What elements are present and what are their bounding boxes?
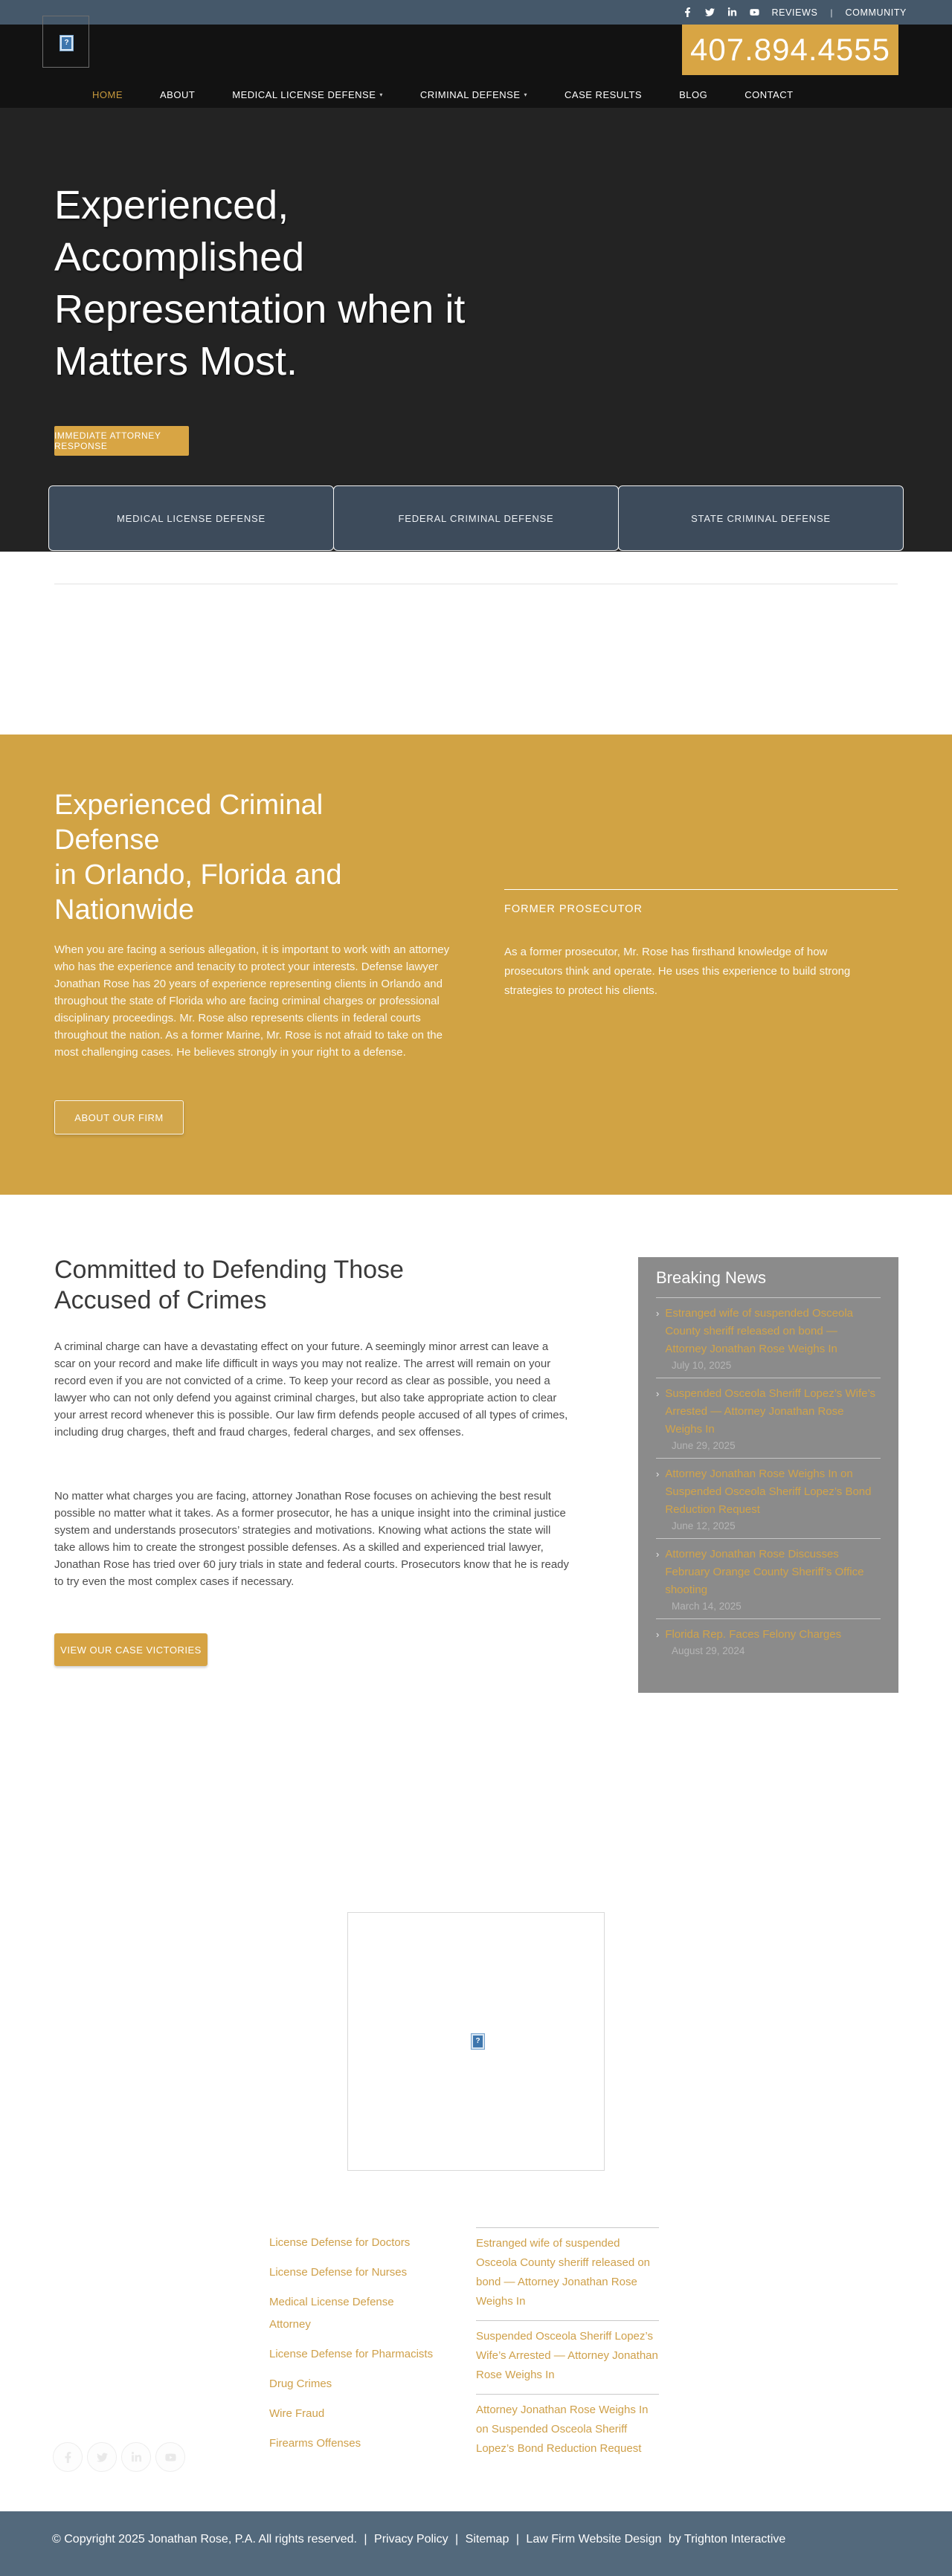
linkedin-icon[interactable] xyxy=(727,7,737,17)
main-nav xyxy=(92,82,794,108)
news-date: March 14, 2025 xyxy=(672,1601,742,1612)
sitemap-link[interactable]: Sitemap xyxy=(465,2533,509,2546)
news-link[interactable]: › Attorney Jonathan Rose Weighs In on Suspended Osceola Sheriff Lopez’s Bond Reduction Request xyxy=(656,1465,881,1519)
news-date: August 29, 2024 xyxy=(672,1645,745,1656)
chevron-down-icon: ▾ xyxy=(379,91,383,98)
twitter-icon[interactable] xyxy=(87,2442,117,2472)
footer-recent-posts xyxy=(476,2227,659,2467)
service-boxes xyxy=(48,485,904,551)
news-item xyxy=(656,1378,881,1458)
footer-social-links xyxy=(53,2442,185,2472)
news-link[interactable]: › Florida Rep. Faces Felony Charges xyxy=(656,1626,881,1644)
news-item xyxy=(656,1618,881,1663)
site-logo[interactable] xyxy=(42,16,89,68)
news-date: June 29, 2025 xyxy=(672,1440,736,1451)
former-prosecutor-paragraph: As a former prosecutor, Mr. Rose has firsthand knowledge of how prosecutors think and operate. He uses this experience to build strong strategies to protect his clients. xyxy=(504,946,851,997)
news-link[interactable]: › Suspended Osceola Sheriff Lopez’s Wife’s Arrested — Attorney Jonathan Rose Weighs In xyxy=(656,1385,881,1439)
nav-case-results[interactable]: CASE RESULTS xyxy=(565,89,643,100)
chevron-down-icon: ▾ xyxy=(524,91,528,98)
news-date: July 10, 2025 xyxy=(672,1360,732,1371)
breaking-news-title: Breaking News xyxy=(656,1268,766,1287)
broken-image-icon: ? xyxy=(472,2034,484,2049)
broken-image-icon: ? xyxy=(60,36,73,51)
committed-paragraph-1: A criminal charge can have a devastating effect on your future. A seemingly minor arrest can leave a scar on your record and make life difficult in ways you may not realize. The arrest will remain on your record even if you are not convicted of a crime. To keep your record as clear as possible, you need a lawyer who can not only defend you against criminal charges, but also take appropriate action to clear your arrest record whenever this is possible. Our law firm defends people accused of all types of crimes, including drug charges, theft and fraud charges, federal charges, and sex offenses. xyxy=(54,1340,568,1439)
nav-home[interactable]: HOME xyxy=(92,89,123,100)
copyright-text: © Copyright 2025 Jonathan Rose, P.A. All rights reserved. | Privacy Policy | Sitemap | Law Firm Website Design by Trighton Interactive xyxy=(52,2533,786,2546)
news-date: June 12, 2025 xyxy=(672,1520,736,1531)
former-prosecutor-heading: FORMER PROSECUTOR xyxy=(504,903,643,915)
top-utility-links xyxy=(683,0,907,25)
nav-blog[interactable]: BLOG xyxy=(679,89,708,100)
committed-paragraph-2: No matter what charges you are facing, attorney Jonathan Rose focuses on achieving the best result possible no matter what it takes. As a former prosecutor, he has a unique insight into the criminal justice system and understands prosecutors’ strategies and motivations. Knowing what actions the state will take allows him to create the strongest possible defenses. As a skilled and experienced trial lawyer, Jonathan Rose has tried over 60 jury trials in state and federal courts. Prosecutors know that he is ready to try even the most complex cases if necessary. xyxy=(54,1490,570,1588)
footer-link-pharmacists[interactable]: License Defense for Pharmacists xyxy=(269,2348,434,2360)
nav-about[interactable]: ABOUT xyxy=(160,89,196,100)
service-box-medical-license-defense[interactable]: MEDICAL LICENSE DEFENSE xyxy=(48,485,334,551)
nav-criminal-defense[interactable]: CRIMINAL DEFENSE ▾ xyxy=(419,89,528,100)
gold-intro-section xyxy=(0,735,952,1195)
breaking-news-sidebar xyxy=(638,1257,898,1693)
news-link[interactable]: › Attorney Jonathan Rose Discusses February Orange County Sheriff’s Office shooting xyxy=(656,1546,881,1599)
footer-practice-links xyxy=(269,2232,437,2462)
gold-section-paragraph: When you are facing a serious allegation, it is important to work with an attorney who has the experience and tenacity to protect your interests. Defense lawyer Jonathan Rose has 20 years of experience representing clients in Orlando and throughout the state of Florida who are facing criminal charges or professional disciplinary proceedings. Mr. Rose also represents clients in federal courts throughout the nation. As a former Marine, Mr. Rose is not afraid to take on the most challenging cases. He believes strongly in your right to a defense. xyxy=(54,943,450,1059)
news-link[interactable]: › Estranged wife of suspended Osceola County sheriff released on bond — Attorney Jonathan Rose Weighs In xyxy=(656,1305,881,1358)
committed-heading: Committed to Defending Those Accused of Crimes xyxy=(54,1256,404,1314)
footer-link-drug-crimes[interactable]: Drug Crimes xyxy=(269,2378,332,2390)
facebook-icon[interactable] xyxy=(53,2442,83,2472)
footer-post-link[interactable]: Estranged wife of suspended Osceola County sheriff released on bond — Attorney Jonathan Rose Weighs In xyxy=(476,2227,659,2311)
footer-link-medical-license-attorney[interactable]: Medical License Defense Attorney xyxy=(269,2296,394,2331)
twitter-icon[interactable] xyxy=(705,7,715,17)
footer-link-firearms-offenses[interactable]: Firearms Offenses xyxy=(269,2437,361,2450)
news-item xyxy=(656,1538,881,1618)
service-box-state-criminal-defense[interactable]: STATE CRIMINAL DEFENSE xyxy=(618,485,904,551)
hero-section xyxy=(0,108,952,552)
top-utility-bar xyxy=(0,0,952,25)
youtube-icon[interactable] xyxy=(155,2442,185,2472)
arrow-right-icon: › xyxy=(656,1388,660,1399)
arrow-right-icon: › xyxy=(656,1468,660,1479)
footer-link-doctors[interactable]: License Defense for Doctors xyxy=(269,2236,411,2249)
community-link[interactable]: COMMUNITY xyxy=(845,7,907,18)
news-item xyxy=(656,1458,881,1538)
linkedin-icon[interactable] xyxy=(121,2442,151,2472)
view-case-victories-button[interactable]: VIEW OUR CASE VICTORIES xyxy=(54,1633,208,1666)
footer-post-link[interactable]: Attorney Jonathan Rose Weighs In on Suspended Osceola Sheriff Lopez’s Bond Reduction Request xyxy=(476,2394,659,2459)
nav-medical-license-defense[interactable]: MEDICAL LICENSE DEFENSE ▾ xyxy=(232,89,383,100)
phone-number-button[interactable]: 407.894.4555 xyxy=(682,25,898,75)
privacy-policy-link[interactable]: Privacy Policy xyxy=(374,2533,448,2546)
footer-link-nurses[interactable]: License Defense for Nurses xyxy=(269,2266,408,2279)
arrow-right-icon: › xyxy=(656,1629,660,1640)
arrow-right-icon: › xyxy=(656,1308,660,1319)
aside-divider xyxy=(504,889,898,890)
news-item xyxy=(656,1297,881,1378)
footer-link-wire-fraud[interactable]: Wire Fraud xyxy=(269,2407,325,2420)
design-credit-link[interactable]: Law Firm Website Design xyxy=(526,2533,662,2546)
service-box-federal-criminal-defense[interactable]: FEDERAL CRIMINAL DEFENSE xyxy=(333,485,619,551)
map-image-placeholder xyxy=(347,1912,605,2171)
footer-bottom-bar xyxy=(0,2511,952,2576)
youtube-icon[interactable] xyxy=(750,7,759,17)
facebook-icon[interactable] xyxy=(683,7,692,17)
reviews-link[interactable]: REVIEWS xyxy=(771,7,818,18)
nav-contact[interactable]: CONTACT xyxy=(744,89,794,100)
topbar-separator: | xyxy=(830,7,833,18)
footer-post-link[interactable]: Suspended Osceola Sheriff Lopez’s Wife’s Arrested — Attorney Jonathan Rose Weighs In xyxy=(476,2320,659,2385)
about-our-firm-button[interactable]: ABOUT OUR FIRM xyxy=(54,1100,184,1134)
arrow-right-icon: › xyxy=(656,1549,660,1560)
hero-heading: Experienced, Accomplished Representation when it Matters Most. xyxy=(54,183,466,384)
gold-section-heading: Experienced Criminal Defense in Orlando, Florida and Nationwide xyxy=(54,790,342,926)
immediate-attorney-response-button[interactable]: IMMEDIATE ATTORNEY RESPONSE xyxy=(54,426,189,456)
